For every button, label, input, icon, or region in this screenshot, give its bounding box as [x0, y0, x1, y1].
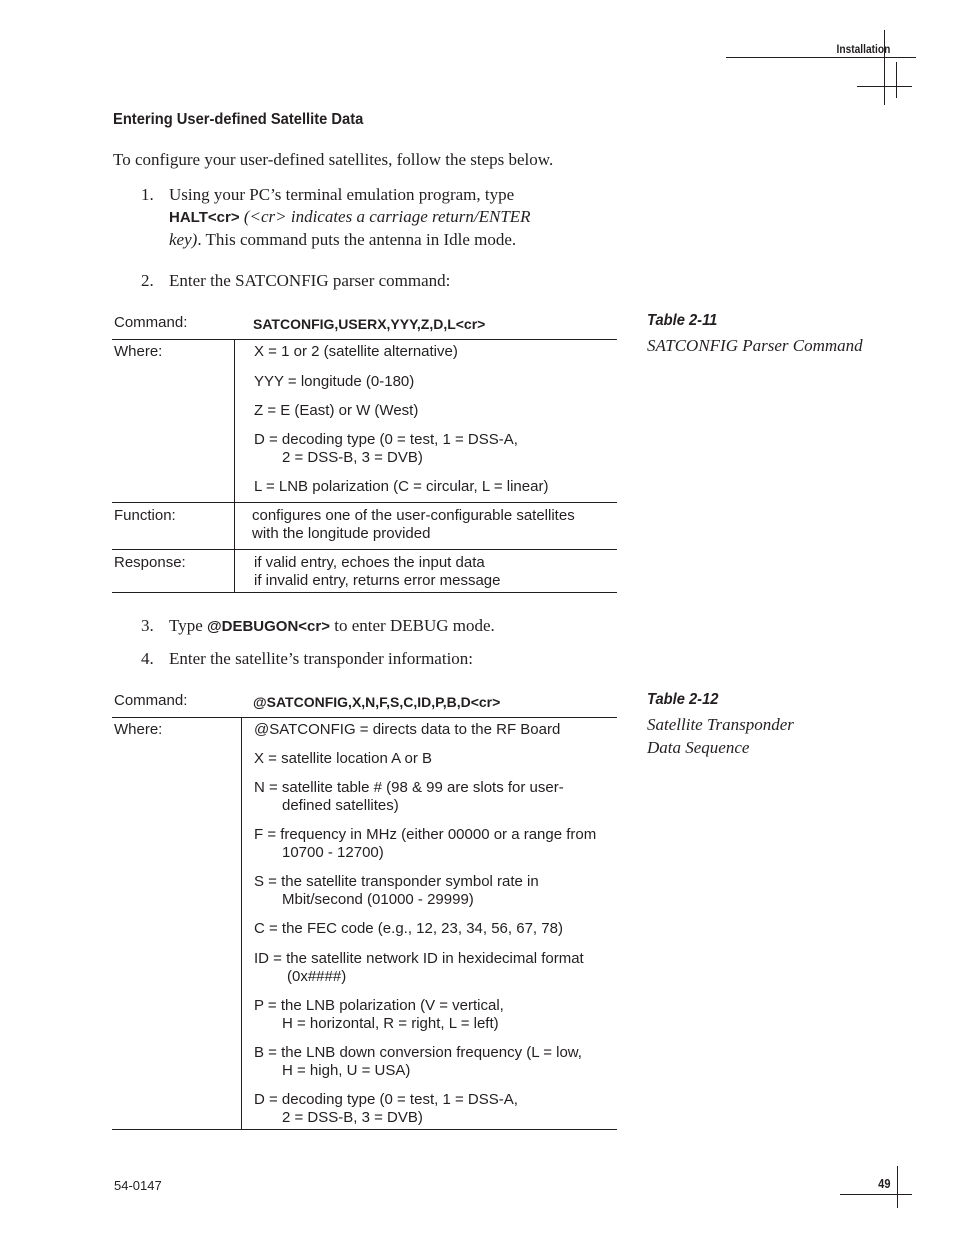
table-2-12-where-item-d: D = decoding type (0 = test, 1 = DSS-A, 2 = DSS-B, 3 = DVB)	[254, 1091, 518, 1126]
step-1-note-a: (<cr> indicates a carriage return/ENTER	[243, 207, 531, 226]
table-2-12-where-item-f: F = frequency in MHz (either 00000 or a range from 10700 - 12700)	[254, 826, 597, 861]
table-2-12-where-item-id: ID = the satellite network ID in hexidecimal format (0x####)	[254, 950, 584, 985]
step-1-tail: . This command puts the antenna in Idle mode.	[197, 230, 517, 249]
table-2-11-command-label: Command:	[114, 314, 188, 331]
step-4-number: 4.	[141, 649, 154, 668]
table-2-12-rule-bottom	[112, 1129, 617, 1130]
table-2-12-caption-title: Table 2-12	[647, 691, 719, 708]
intro-paragraph: To configure your user-defined satellites, follow the steps below.	[113, 150, 554, 169]
debugon-command: @DEBUGON<cr>	[207, 618, 330, 635]
step-1-line2	[169, 206, 589, 229]
table-2-11-command-value: SATCONFIG,USERX,YYY,Z,D,L<cr>	[253, 316, 486, 332]
table-2-12-where-item-n: N = satellite table # (98 & 99 are slots for user- defined satellites)	[254, 779, 564, 814]
table-2-11-where-item-d: D = decoding type (0 = test, 1 = DSS-A, 2 = DSS-B, 3 = DVB)	[254, 431, 518, 466]
table-2-12-where-label: Where:	[114, 721, 163, 738]
table-2-11-where-item-x: X = 1 or 2 (satellite alternative)	[254, 343, 458, 360]
document-code: 54-0147	[114, 1178, 162, 1193]
table-2-11-function-label: Function:	[114, 507, 176, 524]
crop-mark-horizontal	[857, 86, 912, 87]
table-2-12-where-item-x: X = satellite location A or B	[254, 750, 433, 767]
halt-command: HALT<cr>	[169, 209, 240, 226]
step-1-text	[169, 184, 589, 251]
step-1-note-b: key)	[169, 230, 198, 249]
step-3-text: Type @DEBUGON<cr> to enter DEBUG mode.	[169, 616, 495, 635]
section-heading: Entering User-defined Satellite Data	[113, 111, 364, 128]
table-2-12-command-value: @SATCONFIG,X,N,F,S,C,ID,P,B,D<cr>	[253, 694, 501, 710]
table-2-12-where-item-c: C = the FEC code (e.g., 12, 23, 34, 56, 67, 78)	[254, 920, 563, 937]
table-2-11-rule-top	[112, 339, 617, 340]
header-rule	[726, 57, 916, 58]
footer-rule	[840, 1194, 912, 1195]
step-4-text: Enter the satellite’s transponder information:	[169, 649, 474, 668]
table-2-11-rule-response	[112, 549, 617, 550]
table-2-12-command-label: Command:	[114, 692, 188, 709]
table-2-11-divider	[234, 339, 235, 592]
table-2-12-caption-text: Satellite Transponder Data Sequence	[647, 715, 794, 757]
table-2-11-where-item-yyy: YYY = longitude (0-180)	[254, 373, 415, 390]
table-2-12-where-item-s: S = the satellite transponder symbol rate in Mbit/second (01000 - 29999)	[254, 873, 539, 908]
step-2-number: 2.	[141, 271, 154, 290]
table-2-12-where-item-p: P = the LNB polarization (V = vertical, H = horizontal, R = right, L = left)	[254, 997, 504, 1032]
step-1-line3	[169, 229, 589, 251]
table-2-11-where-label: Where:	[114, 343, 163, 360]
section-label: Installation	[836, 42, 890, 56]
table-2-11-where-item-z: Z = E (East) or W (West)	[254, 402, 419, 419]
step-3-number: 3.	[141, 616, 154, 635]
table-2-11-rule-function	[112, 502, 617, 503]
table-2-11-response-text: if valid entry, echoes the input data if invalid entry, returns error message	[254, 554, 501, 589]
table-2-11-response-label: Response:	[114, 554, 186, 571]
footer-crop-mark	[897, 1166, 898, 1208]
step-1-number: 1.	[141, 185, 154, 204]
table-2-11-rule-bottom	[112, 592, 617, 593]
step-2-text: Enter the SATCONFIG parser command:	[169, 271, 451, 290]
page-number: 49	[877, 1176, 890, 1191]
table-2-11-where-item-l: L = LNB polarization (C = circular, L = linear)	[254, 478, 549, 495]
table-2-11-caption-text: SATCONFIG Parser Command	[647, 336, 863, 355]
crop-mark-vertical-2	[896, 62, 897, 98]
table-2-11-function-text: configures one of the user-configurable satellites with the longitude provided	[252, 507, 575, 542]
table-2-12-where-item-satconfig: @SATCONFIG = directs data to the RF Board	[254, 721, 561, 738]
table-2-12-where-item-b: B = the LNB down conversion frequency (L = low, H = high, U = USA)	[254, 1044, 582, 1079]
table-2-12-rule-top	[112, 717, 617, 718]
table-2-11-caption-title: Table 2-11	[647, 312, 718, 329]
table-2-12-divider	[241, 717, 242, 1129]
step-1-line1: Using your PC’s terminal emulation program, type	[169, 185, 515, 204]
